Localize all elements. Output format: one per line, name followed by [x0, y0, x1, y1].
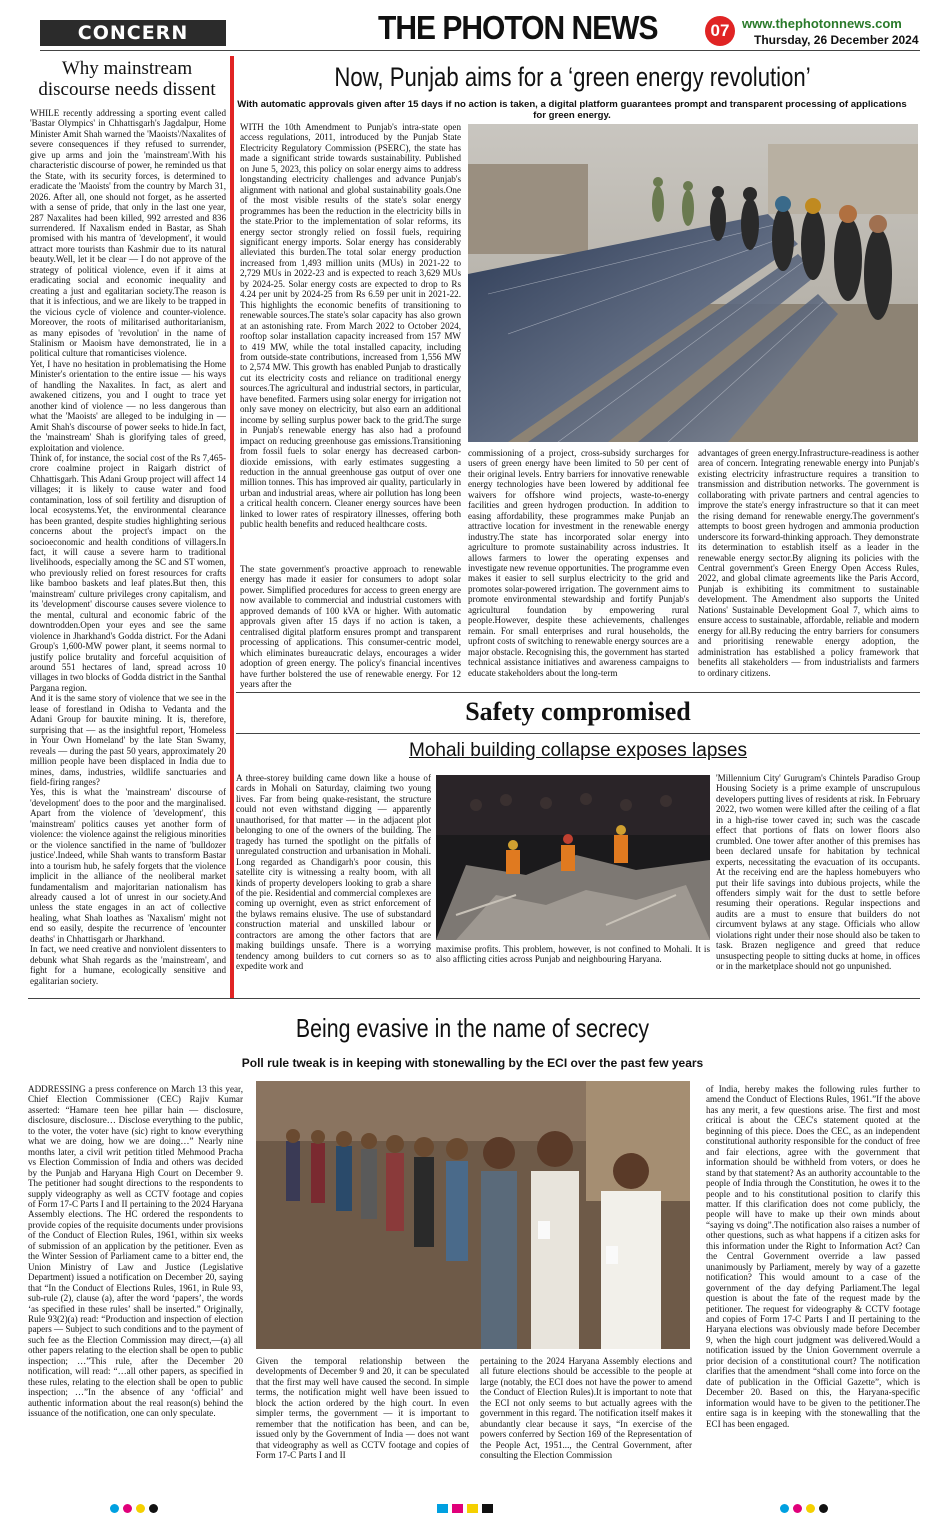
header-rule: [40, 50, 920, 51]
secrecy-col-2-text: Given the temporal relationship between the developments of December 9 and 20, it can be speculated that the first may well have caused the second. In simple terms, the notification might well have been issued to block the action ordered by the high court. In even simpler terms, the government — it is important to remember that the notification has been, and can be, issued only by the Government of India — does not want that videography as well as CCTV footage and copies of Form 17-C Parts I and II: [256, 1356, 469, 1461]
yellow-square: [467, 1504, 478, 1513]
yellow-dot: [806, 1504, 815, 1513]
punjab-subhead: With automatic approvals given after 15 days if no action is taken, a digital platform guarantees prompt and transparent processing of applications for green energy.: [237, 99, 907, 121]
left-para-6: In fact, we need creative and nonviolent dissenters to debunk what Shah regards as the 'mainstream', and fight for a humane, ecologically sensitive and egalitarian society.: [30, 944, 226, 986]
secrecy-col-1-text: ADDRESSING a press conference on March 13 this year, Chief Election Commissioner (CEC) Rajiv Kumar asserted: “Hamare teen hee pillar hain — disclosure, disclosure, disclosure… Disclose everything to the public, to the voter, the voter have (sic) right to know everything what we are doing, how we are doing…” Nearly nine months later, a civil writ petition titled Mehmood Pracha vs Election Commission of India and others was decided by the Punjab and Haryana High Court on December 9. The petitioner had sought directions to the respondents to supply videography as well as CCTV footage and copies of Form 17-C Parts I and II pertaining to the 2024 Haryana Assembly elections. The HC ordered the respondents to provide copies of the requisite documents under provisions of the Conduct of Election Rules, 1961, within six weeks of submission of an application by the petitioner. Even as the Winter Session of Parliament came to a bitter end, the Union Ministry of Law and Justice (Legislative Department) issued a notification on December 20, saying that “In the Conduct of Elections Rules, 1961, in Rule 93, sub-rule (2), clause (a), after the word ‘papers’, the words ‘as specified in these rules’ shall be inserted.” Originally, Rule 93(2)(a) read: “Production and inspection of election papers — Subject to such conditions and to the payment of such fee as the Election Commission may direct,—(a) all other papers relating to the election shall be open to public inspection; …”This rule, after the December 20 notification, will read: “…all other papers, as specified in these rules, relating to the election shall be open to public inspection; …”In the absence of any ‘official’ and authentic information about the real reason(s) behind the issuance of the notification, one can only speculate.: [28, 1084, 243, 1419]
punjab-col-2: [468, 448, 689, 688]
safety-col-2-text: maximise profits. This problem, however, is not confined to Mohali. It is also afflicting cities across Punjab and neighbouring Haryana.: [436, 944, 710, 965]
left-para-5: Yes, this is what the 'mainstream' discourse of 'development' does to the poor and the marginalised. Apart from the violence of 'development', this 'mainstream' politics causes yet another form of violence: the violence against the religious minorities or the violence sanctified in the name of 'bulldozer justice'.Indeed, while Shah wants to transform Bastar into a tourism hub, he safely forgets that the violence implicit in the alliance of the neoliberal market fundamentalism and majoritarian nationalism has already caused a lot of unrest in our society.And unless the state engages in an act of collective healing, what Shah loathes as 'Naxalism' might not end so easily, despite the recurrence of 'encounter deaths' in Chhattisgarh or Jharkhand.: [30, 787, 226, 944]
secrecy-subhead: Poll rule tweak is in keeping with stonewalling by the ECI over the past few years: [241, 1056, 704, 1070]
black-square: [482, 1504, 493, 1513]
solar-panels-photo: [468, 124, 918, 442]
black-dot: [149, 1504, 158, 1513]
secrecy-col-3: [480, 1356, 692, 1494]
left-article-body: [30, 108, 226, 988]
secrecy-col-4-text: of India, hereby makes the following rules further to amend the Conduct of Elections Rules, 1961.”If the above has any merit, a few questions arise. The first and most critical is about the CEC's statement quoted at the beginning of this piece. Does the CEC, as an independent constitutional authority responsible for the conduct of free and fair elections, agree with the government that information should be withheld from voters, or does he stand by that statement? As an authority accountable to the people of India through the Constitution, he owes it to the people and to his constitutional position to clarify this matter. If this clarification does not come publicly, the people will have to make up their own minds about “saying vs doing”.The notification also raises a number of other questions, such as what happens if a citizen asks for this information under the Right to Information Act? Can the Central Government override a law passed unanimously by Parliament, merely by way of a gazette notification? This would amount to a case of the government of the day defying Parliament.The legal question is about the fate of the request made by the petitioner. The request for videography & CCTV footage and copies of Form 17-C Parts I and II pertaining to the Haryana elections was obviously made before December 9, when the high court judgment was delivered.Would a notification issued by the Union Government overrule a prior decision of a constitutional court? The notification clarifies that the amendment “shall come into force on the date of publication in the Official Gazette”, which is December 20. Based on this, the Haryana-specific information would have to be given to the petitioner.The entire saga is in keeping with the stonewalling that the ECI has been engaged.: [706, 1084, 920, 1429]
page-header: [0, 0, 945, 52]
left-article-title: Why mainstream discourse needs dissent: [38, 58, 216, 100]
secrecy-col-3-text: pertaining to the 2024 Haryana Assembly elections and all future elections should be accessible to the people at large (notably, the ECI does not have the power to amend the Conduct of Election Rules).It is important to note that the ECI not only seems to but actually agrees with the government in this regard. The notification itself makes it abundantly clear because it says, “In exercise of the powers conferred by Section 169 of the Representation of the People Act, 1951..., the Central Government, after consulting the Election Commission: [480, 1356, 692, 1461]
safety-col-3: [716, 773, 920, 995]
site-link[interactable]: www.thephotonnews.com: [742, 16, 902, 31]
secrecy-headline: Being evasive in the name of secrecy: [295, 1013, 650, 1043]
registration-dots-left: [110, 1504, 158, 1513]
secrecy-col-2: [256, 1356, 469, 1494]
secrecy-col-1: [28, 1084, 243, 1492]
secrecy-col-4: [706, 1084, 920, 1492]
punjab-col-1-text: WITH the 10th Amendment to Punjab's intra-state open access regulations, 2011, introduced by the Punjab State Electricity Regulatory Commission (PSERC), the state has made a significant stride towards sustainability. Published on June 5, 2023, this policy on solar energy aims to address longstanding electricity challenges and advance Punjab's alignment with national and global sustainability goals.One of the most visible results of the state's solar energy programmes has been the reduction in the electricity bills in the state.Prior to the implementation of solar reforms, its energy sector strongly relied on fossil fuels, requiring significant energy imports. Solar energy has considerably alleviated this burden.The total solar energy production increased from 1,493 million units (MUs) in 2021-22 to 2,729 MUs in 2022-23 and is expected to reach 3,629 MUs by 2024-25. Solar energy costs are expected to drop to Rs 4.24 per unit by 2024-25 from Rs 6.59 per unit in 2021-22. This highlights the economic benefits of transitioning to renewable sources.The state's solar capacity has also grown at an astonishing rate. From March 2022 to October 2024, rooftop solar installation capacity increased from 157 MW to 419 MW, while the total installed capacity, including from outside-state contributions, increased from 1,556 MW to 2,574 MW. This growth has enabled Punjab to drastically cut its electricity costs and reliance on traditional energy sources.The agricultural and industrial sectors, in particular, have benefited. Farmers using solar energy for irrigation not only save money on electricity, but also earn an additional income by selling surplus power back to the grid.The surge in Punjab's renewable energy has also had a profound impact on reducing greenhouse gas emissions.Transitioning from fossil fuels to solar energy has decreased carbon-dioxide emissions, with early estimates suggesting a reduction in the annual greenhouse gas output of over one million tonnes. This has improved air quality, particularly in urban and industrial areas, where air pollution has long been a critical health concern. Cleaner energy sources have been linked to lower rates of respiratory illnesses, offering both public health benefits and reduced healthcare costs.: [240, 122, 461, 530]
safety-rule: [236, 733, 920, 734]
safety-subhead: [236, 740, 920, 762]
left-para-2: Yet, I have no hesitation in problematising the Home Minister's orientation to the entire issue — his ways of handling the Naxalites. In fact, as alert and awakened citizens, you and I ought to trace yet another kind of violence — no less dangerous than what the 'Maoists' are alleged to be indulging in — Amit Shah's discourse of power seeks to hide.In fact, the 'mainstream' Shah is glorifying tales of greed, exploitation and violence.: [30, 358, 226, 453]
voters-queue-photo: [256, 1081, 690, 1349]
left-para-3: Think of, for instance, the social cost of the Rs 7,465-crore coalmine project in Raigarh district of Chhattisgarh. This Adani Group project will affect 14 villages; it is likely to cause water and food contamination, loss of soil fertility and disruption of local ecosystems.Yet, the environmental clearance has been granted, despite studies highlighting serious concerns about the project's impact on the socioeconomic and health conditions of villagers.In fact, it will cause a severe harm to traditional livelihoods, especially among the SC and ST women, who previously relied on forest resources for crafts like bamboo baskets and leaf plates.But then, this 'mainstream' culture privileges crony capitalism, and its 'development' discourse causes severe violence to the mental, cultural and economic fabric of the downtrodden.Open your eyes and see the same violence in Jharkhand's Godda district. For the Adani Group's 1,600-MW power plant, it seems normal to justify police brutality and forceful acquisition of around 551 hectares of land, spread across 10 villages in two blocks of Godda district in the Santhal Pargana region.: [30, 452, 226, 693]
left-para-4: And it is the same story of violence that we see in the lease of forestland in Odisha to Vedanta and the Adani Group for bauxite mining. It is, therefore, surprising that — as the insightful report, 'Homeless in Your Own Homeland' by the late Stan Swamy, reveals — during the past 50 years, approximately 20 million people have been displaced in India due to mines, dams, industries, wildlife sanctuaries and field-firing ranges?: [30, 693, 226, 787]
safety-subhead-text: Mohali building collapse exposes lapses: [409, 740, 747, 761]
page-number: 07: [705, 16, 735, 46]
cyan-square: [437, 1504, 448, 1513]
safety-col-3-text: 'Millennium City' Gurugram's Chintels Paradiso Group Housing Society is a prime example of unscrupulous developers putting lives of residents at risk. In February 2022, two women were killed after the ceiling of a flat in a high-rise tower caved in; such was the cascade effect that portions of flats on lower floors also crumbled. One tower after another of this premises has been declared unsafe for habitation by technical experts, necessitating the evacuation of its occupants. At the receiving end are the hapless homebuyers who put their life savings into dubious projects, while the offenders simply wait for the dust to settle before resuming their operations. Regular inspections and audits are a must to ensure that builders do not circumvent bylaws at any stage. Officials who allow violations right under their nose should also be taken to task. Brazen negligence and greed that reduce unsuspecting people to sitting ducks at home, in offices or in the marketplace should not go unpunished.: [716, 773, 920, 972]
masthead: THE PHOTON NEWS: [378, 10, 658, 47]
yellow-dot: [136, 1504, 145, 1513]
mid-rule: [28, 998, 920, 999]
punjab-end-rule: [236, 692, 920, 693]
punjab-col-3-text: advantages of green energy.Infrastructure-readiness is aother area of concern. Integrating renewable energy into Punjab's existing electricity infrastructure requires a transition to transmission and distribution networks. The government is collaborating with private partners and central agencies to improve the state's energy infrastructure so that it can meet the rising demand for renewable energy.The government's attempts to boost green hydrogen and ammonia production underscore its forward-thinking approach. They demonstrate its determination to establish itself as a leader in the renewable energy sector.By aligning its policies with the Central government's Green Energy Open Access Rules, 2022, and global climate agreements like the Paris Accord, Punjab is exhibiting its commitment to sustainable development. The Amendment also supports the United Nations' Sustainable Development Goal 7, which aims to ensure access to sustainable, affordable, reliable and modern energy for all.By reducing the entry barriers for consumers and prioritising renewable energy adoption, the administration has established a policy framework that benefits all stakeholders — from industrialists and farmers to ordinary citizens.: [698, 448, 919, 678]
cyan-dot: [110, 1504, 119, 1513]
magenta-dot: [793, 1504, 802, 1513]
safety-col-1-text: A three-storey building came down like a house of cards in Mohali on Saturday, claiming two young lives. Far from being quake-resistant, the structure could not even withstand digging — apparently unauthorised, for that matter — in the adjacent plot belonging to one of the owners of the building. The tragedy has turned the spotlight on the pitfalls of unregulated construction and urbanisation in Mohali. Long regarded as Chandigarh's poor cousin, this satellite city is witnessing a realty boom, with all kinds of property developers looking to grab a share of the pie. Residential and commercial complexes are coming up overnight, even as strict enforcement of the bylaws remains elusive. The use of substandard construction material and unskilled labour or contractors are among the other factors that are making buildings unsafe. There is a worrying tendency among builders to cut corners so as to expedite work and: [236, 773, 431, 972]
section-tag: CONCERN: [40, 20, 226, 46]
black-dot: [819, 1504, 828, 1513]
punjab-col-1b-text: The state government's proactive approach to renewable energy has made it easier for consumers to adopt solar power. Simplified procedures for access to green energy are now available to commercial and industrial customers with approved demands of 100 kVA or higher. With automatic approvals given after 15 days if no action is taken, a centralised digital platform ensures prompt and transparent processing of applications. This consumer-centric model, which eliminates bureaucratic delays, encourages a wider adoption of green energy. The policy's financial incentives have further bolstered the use of renewable energy. For 12 years after the: [240, 564, 461, 689]
issue-date: Thursday, 26 December 2024: [754, 33, 919, 47]
magenta-square: [452, 1504, 463, 1513]
registration-squares: [437, 1504, 493, 1513]
building-collapse-photo: [436, 775, 710, 940]
punjab-col-2-text: commissioning of a project, cross-subsidy surcharges for users of green energy have been limited to 50 per cent of their original levels. Entry barriers for innovative renewable energy technologies have been lowered by additional fee waivers for offshore wind projects, waste-to-energy facilities and green hydrogen production. In addition to easing affordability, these programmes make Punjab an attractive location for investment in the renewable energy industry.The state has incorporated solar energy into agriculture to promote sustainability across industries. It allows farmers to lower the operating expenses and investigate new revenue opportunities. The programme even makes it easier to sell surplus electricity to the grid and promotes solar-powered irrigation. The government aims to promote environmental stewardship and fortify Punjab's agricultural foundation by empowering rural people.However, despite these achievements, challenges remain. For small enterprises and rural households, the upfront costs of switching to renewable energy sources are a major obstacle. Recognising this, the government has started technical assistance initiatives and awareness campaigns to educate stakeholders about the long-term: [468, 448, 689, 678]
cyan-dot: [780, 1504, 789, 1513]
safety-col-2: [436, 944, 710, 994]
punjab-headline: Now, Punjab aims for a ‘green energy revolution’: [334, 62, 811, 92]
punjab-col-3: [698, 448, 919, 688]
left-column-divider: [230, 56, 234, 998]
left-para-1: WHILE recently addressing a sporting event called 'Bastar Olympics' in Chhattisgarh's Jagdalpur, Home Minister Amit Shah warned the 'Maoists'/Naxalites of severe consequences if they refused to surrender, give up arms and join the 'mainstream'.With his characteristic discourse of power, he reminded us that the State, with its security forces, is determined to eradicate the 'Maoists' from the country by March 31, 2026. After all, one should not forget, as he asserted with a sense of pride, that only in the last one year, 287 Naxalites had been killed, 992 arrested and 836 surrendered. If Naxalism ended in Bastar, as Shah promised with his mantra of 'development', it would attract more tourists than Kashmir due to its natural beauty.Well, let it be clear — I do not approve of the strategy of political violence, even if it aims at eradicating social and economic inequality and creating a just and egalitarian society.The reason is that it is infectious, and we are likely to be trapped in the vicious cycle of violence and counter-violence. Moreover, the roots of militarised authoritarianism, as many episodes of 'revolution' in the name of Stalinism or Maoism have demonstrated, lie in a political culture that romanticises violence.: [30, 108, 226, 359]
punjab-col-1: [240, 122, 461, 564]
safety-headline: Safety compromised: [465, 697, 691, 726]
safety-col-1: [236, 773, 431, 995]
punjab-col-1b: [240, 564, 461, 690]
magenta-dot: [123, 1504, 132, 1513]
registration-dots-right: [780, 1504, 828, 1513]
